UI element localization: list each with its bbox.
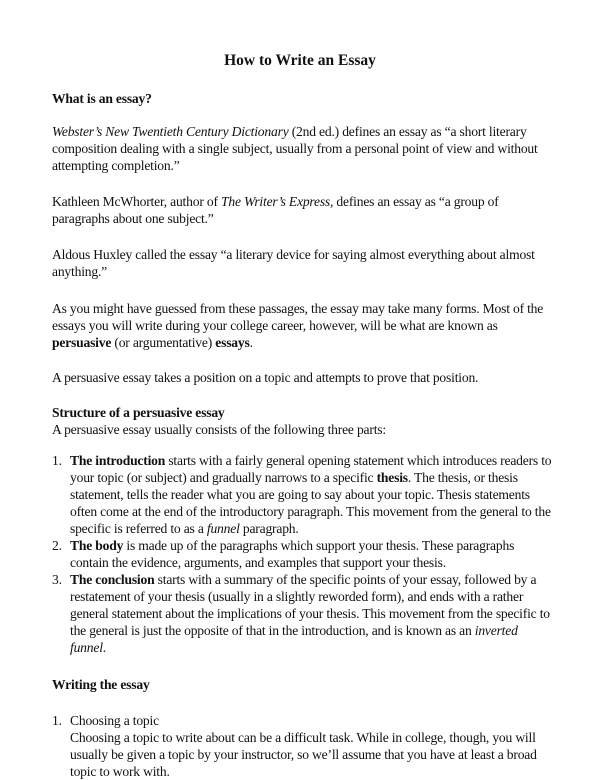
guessed-post: . [249, 335, 253, 350]
guessed-persuasive: persuasive [52, 335, 112, 350]
list-item [52, 452, 552, 537]
list-item [52, 571, 552, 656]
part-title: The introduction [70, 453, 166, 468]
section-heading-structure: Structure of a persuasive essay [52, 405, 225, 420]
list-number: 3. [52, 572, 62, 587]
paragraph-webster [52, 123, 552, 174]
mcwhorter-pre: Kathleen McWhorter, author of [52, 194, 221, 209]
part-title: The conclusion [70, 572, 155, 587]
paragraph-guessed [52, 300, 552, 351]
part-funnel: funnel [206, 521, 240, 536]
part-text: starts with a fairly general opening statement which introduces readers to your topic (or subject) and gradually narrows to a specific [70, 453, 552, 485]
list-number: 1. [52, 713, 62, 728]
document-body [52, 90, 552, 780]
section-heading-writing: Writing the essay [52, 677, 150, 692]
list-item [52, 712, 552, 780]
structure-intro: A persuasive essay usually consists of the following three parts: [52, 422, 386, 437]
part-text-2: . [102, 640, 106, 655]
part-text-3: paragraph. [239, 521, 299, 536]
mcwhorter-book: The Writer’s Express [220, 194, 331, 209]
guessed-essays: essays [215, 335, 250, 350]
section-heading-what-is-essay: What is an essay? [52, 91, 152, 106]
part-thesis: thesis [376, 470, 408, 485]
webster-source: Webster’s New Twentieth Century Dictionary [52, 124, 289, 139]
mcwhorter-post: , defines an essay as “a group of paragraphs about one subject.” [52, 194, 499, 226]
part-text-2: . The thesis, or thesis statement, tells the reader what you are going to say about your topic. Thesis statements often come at the end of the introductory paragraph. This movement from the general to the specific is referred to as a [70, 470, 551, 536]
part-text: is made up of the paragraphs which support your thesis. These paragraphs contain the evidence, arguments, and examples that support your thesis. [70, 538, 515, 570]
paragraph-persuasive-position: A persuasive essay takes a position on a topic and attempts to prove that position. [52, 370, 479, 385]
paragraph-mcwhorter [52, 193, 552, 227]
part-text: starts with a summary of the specific points of your essay, followed by a restatement of your thesis (usually in a slightly reworded form), and ends with a rather general statement about the implications of your thesis. This movement from the specific to the general is just the opposite of that in the introduction, and is known as an [70, 572, 550, 638]
paragraph-huxley: Aldous Huxley called the essay “a literary device for saying almost everything about almost anything.” [52, 247, 535, 279]
document-title: How to Write an Essay [224, 52, 376, 69]
list-number: 2. [52, 538, 62, 553]
part-inverted-funnel: inverted funnel [70, 623, 518, 655]
guessed-mid: (or argumentative) [111, 335, 216, 350]
webster-text: (2nd ed.) defines an essay as “a short literary composition dealing with a single subject, usually from a personal point of view and without attempting completion.” [52, 124, 538, 173]
list-number: 1. [52, 453, 62, 468]
writing-steps-list [52, 712, 552, 780]
step-text: Choosing a topic to write about can be a difficult task. While in college, though, you will usually be given a topic by your instructor, so we’ll assume that you have at least a broad topic to work with. [70, 730, 537, 779]
guessed-pre: As you might have guessed from these passages, the essay may take many forms. Most of the essays you will write during your college career, however, will be what are known as [52, 301, 544, 333]
list-item [52, 537, 552, 571]
step-label: Choosing a topic [70, 713, 159, 728]
structure-parts-list [52, 452, 552, 656]
part-title: The body [70, 538, 124, 553]
